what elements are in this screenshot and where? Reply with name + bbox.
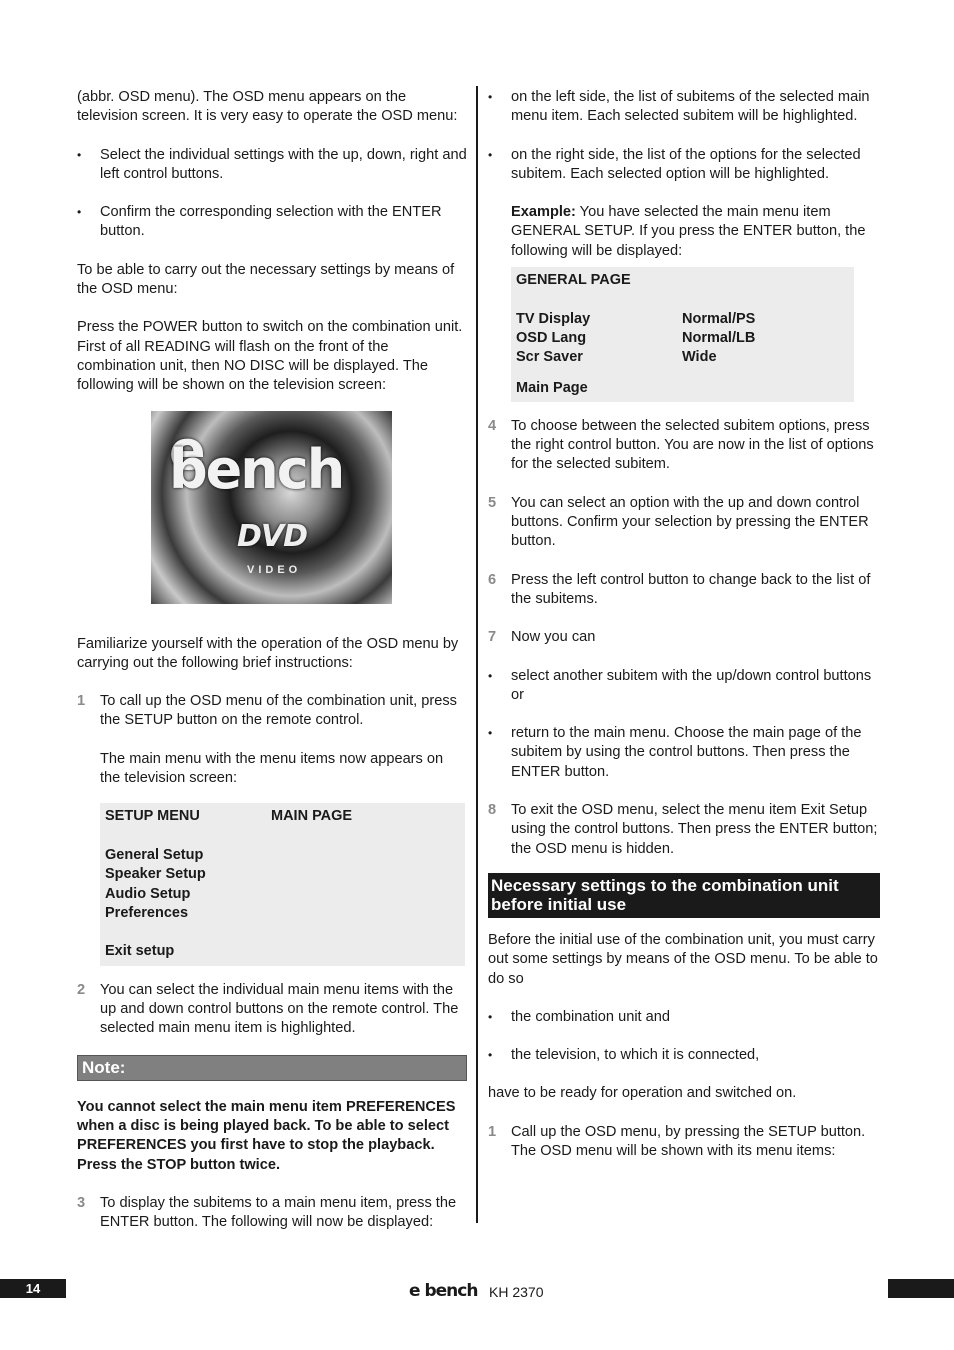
step-item: 1 Call up the OSD menu, by pressing the SETUP button. The OSD menu will be shown with its menu items: <box>488 1123 866 1159</box>
page-number: 14 <box>0 1279 66 1298</box>
dvd-splash-image <box>151 411 392 604</box>
general-page-box <box>511 267 854 402</box>
general-page-title: GENERAL PAGE <box>516 272 631 289</box>
video-label: VIDEO <box>247 563 302 576</box>
right-column <box>488 88 880 1161</box>
option-row: TV Display Normal/PS <box>516 310 756 327</box>
bullet-item: • return to the main menu. Choose the main page of the subitem by using the control buttons. Then press the ENTER button. <box>488 725 862 780</box>
setup-menu-box <box>100 803 465 965</box>
intro-paragraph: (abbr. OSD menu). The OSD menu appears on the television screen. It is very easy to operate the OSD menu: <box>77 89 458 125</box>
footer-bar <box>888 1279 954 1298</box>
bullet-item: • Confirm the corresponding selection with the ENTER button. <box>77 204 442 240</box>
step-continuation: The main menu with the menu items now appears on the television screen: <box>100 750 444 787</box>
section-heading: Necessary settings to the combination unit before initial use <box>488 873 880 918</box>
bench-logo: e bench <box>169 418 344 501</box>
step-item: 8 To exit the OSD menu, select the menu item Exit Setup using the control buttons. Then press the ENTER button; the OSD menu is hidden. <box>488 802 878 857</box>
step-item: 1 To call up the OSD menu of the combination unit, press the SETUP button on the remote control. <box>77 693 457 729</box>
menu-item: General Setup <box>105 846 204 863</box>
option-row: Scr Saver Wide <box>516 349 717 366</box>
menu-item: Preferences <box>105 904 189 921</box>
menu-item: Audio Setup <box>105 885 191 902</box>
example-paragraph: Example: You have selected the main menu item GENERAL SETUP. If you press the ENTER button, the following will be displayed: <box>511 204 866 259</box>
general-page-footer: Main Page <box>516 379 588 396</box>
paragraph: have to be ready for operation and switched on. <box>488 1085 797 1102</box>
step-item: 3 To display the subitems to a main menu item, press the ENTER button. The following will now be displayed: <box>77 1194 457 1231</box>
paragraph: Before the initial use of the combination unit, you must carry out some settings by means of the OSD menu. To be able to do so <box>488 931 878 987</box>
paragraph: To be able to carry out the necessary settings by means of the OSD menu: <box>77 261 455 298</box>
step-item: 5 You can select an option with the up and down control buttons. Confirm your selection by pressing the ENTER button. <box>488 494 869 550</box>
bullet-item: • select another subitem with the up/down control buttons or <box>488 667 872 703</box>
menu-header-right: MAIN PAGE <box>271 808 353 825</box>
left-column <box>77 88 467 1232</box>
menu-exit: Exit setup <box>105 943 175 960</box>
bullet-item: • on the right side, the list of the options for the selected subitem. Each selected option will be highlighted. <box>488 146 861 182</box>
note-heading: Note: <box>77 1055 467 1081</box>
note-text: You cannot select the main menu item PREFERENCES when a disc is being played back. To be able to select PREFERENCES you first have to stop the playback. Press the STOP button twice. <box>77 1098 456 1173</box>
menu-item: Speaker Setup <box>105 866 206 883</box>
bullet-item: • the television, to which it is connected, <box>488 1047 760 1064</box>
dvd-logo: DVD <box>237 518 308 554</box>
option-row: OSD Lang Normal/LB <box>516 329 756 346</box>
footer-model: KH 2370 <box>489 1284 544 1300</box>
paragraph: Familiarize yourself with the operation of the OSD menu by carrying out the following brief instructions: <box>77 635 459 671</box>
column-divider <box>476 86 478 1223</box>
menu-header-left: SETUP MENU <box>105 808 200 825</box>
step-item: 2 You can select the individual main menu items with the up and down control buttons on the remote control. The selected main menu item is highlighted. <box>77 981 459 1037</box>
step-item: 7 Now you can <box>488 629 596 646</box>
paragraph: Press the POWER button to switch on the combination unit. First of all READING will flash on the front of the combination unit, then NO DISC will be displayed. The following will be shown on the television screen: <box>77 319 463 394</box>
step-item: 4 To choose between the selected subitem options, press the right control button. You are now in the list of options for the selected subitem. <box>488 417 874 473</box>
footer-logo: e bench <box>409 1281 478 1301</box>
bullet-item: • on the left side, the list of subitems of the selected main menu item. Each selected subitem will be highlighted. <box>488 89 870 125</box>
bullet-item: • the combination unit and <box>488 1008 671 1025</box>
step-item: 6 Press the left control button to change back to the list of the subitems. <box>488 571 871 607</box>
bullet-item: • Select the individual settings with the up, down, right and left control buttons. <box>77 146 467 182</box>
